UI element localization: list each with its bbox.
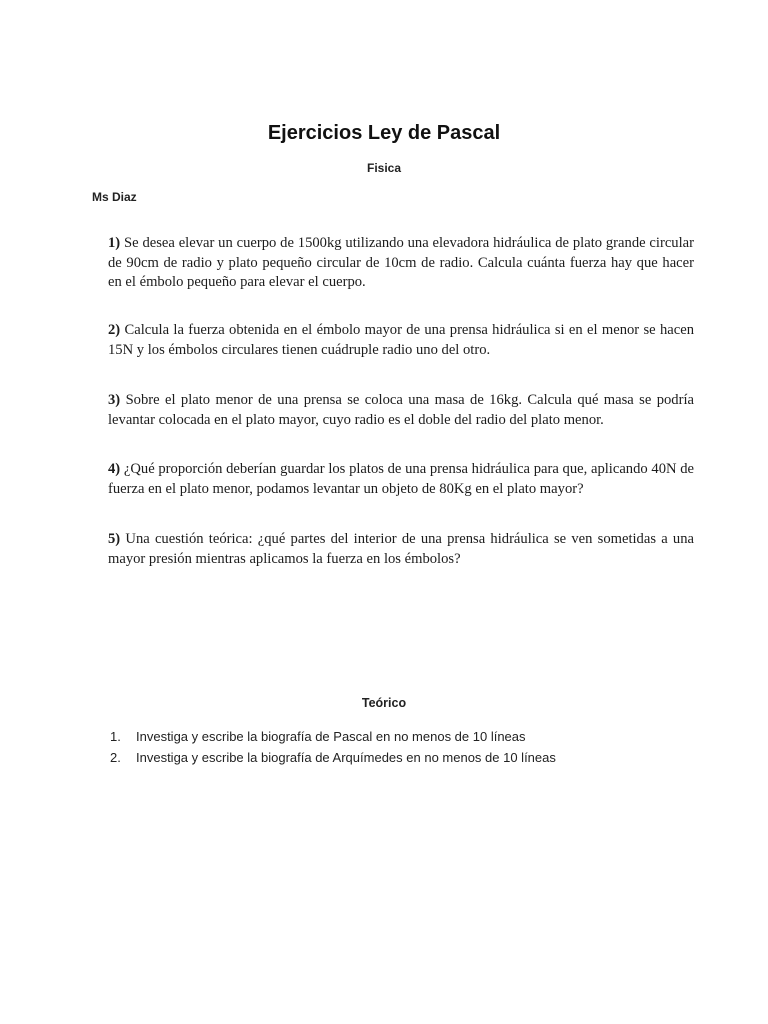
exercise-text: Sobre el plato menor de una prensa se coloca una masa de 16kg. Calcula qué masa se podría levantar colocada en el plato mayor, cuyo radio es el doble del radio del plato menor. xyxy=(108,392,694,428)
list-item-number: 2. xyxy=(110,750,121,765)
exercise-2 xyxy=(108,321,694,360)
exercise-number: 4) xyxy=(108,461,121,477)
exercise-1 xyxy=(108,234,694,293)
list-item-number: 1. xyxy=(110,729,121,744)
exercise-number: 5) xyxy=(108,531,121,547)
exercise-4 xyxy=(108,460,694,499)
exercise-number: 2) xyxy=(108,322,121,338)
theory-list-item xyxy=(110,747,556,768)
exercise-number: 1) xyxy=(108,235,121,251)
exercise-text: Calcula la fuerza obtenida en el émbolo mayor de una prensa hidráulica si en el menor se hacen 15N y los émbolos circulares tienen cuádruple radio uno del otro. xyxy=(108,322,694,358)
exercise-5 xyxy=(108,530,694,569)
exercise-text: ¿Qué proporción deberían guardar los platos de una prensa hidráulica para que, aplicando 40N de fuerza en el plato menor, podamos levantar un objeto de 80Kg en el plato mayor? xyxy=(108,461,695,497)
exercise-3 xyxy=(108,391,694,430)
document-title: Ejercicios Ley de Pascal xyxy=(267,122,501,144)
exercise-text: Una cuestión teórica: ¿qué partes del interior de una prensa hidráulica se ven sometidas a una mayor presión mientras aplicamos la fuerza en los émbolos? xyxy=(108,531,695,567)
theory-heading: Teórico xyxy=(361,696,407,710)
document-subject: Fisica xyxy=(366,161,402,175)
exercise-text: Se desea elevar un cuerpo de 1500kg utilizando una elevadora hidráulica de plato grande circular de 90cm de radio y plato pequeño circular de 10cm de radio. Calcula cuánta fuerza hay que hacer en el émbolo pequeño para elevar el cuerpo. xyxy=(108,235,694,290)
exercise-number: 3) xyxy=(108,392,121,408)
list-item-text: Investiga y escribe la biografía de Arquímedes en no menos de 10 líneas xyxy=(136,750,556,765)
theory-list-item xyxy=(110,726,556,747)
theory-list xyxy=(110,726,556,768)
list-item-text: Investiga y escribe la biografía de Pascal en no menos de 10 líneas xyxy=(136,729,526,744)
document-teacher: Ms Diaz xyxy=(92,190,137,204)
